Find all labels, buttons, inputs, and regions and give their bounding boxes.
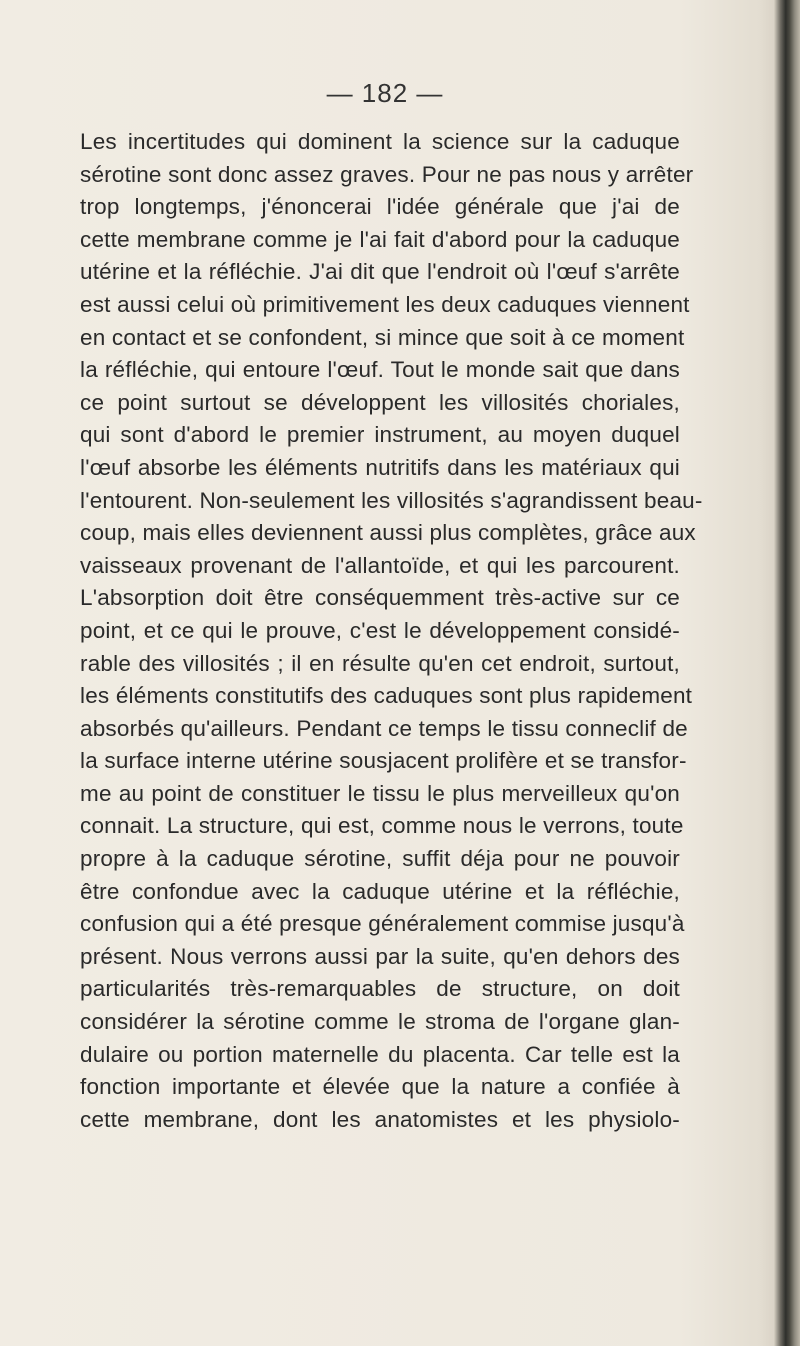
text-line: propre à la caduque sérotine, suffit déja pour ne pouvoir [80,846,680,872]
text-line: rable des villosités ; il en résulte qu'en cet endroit, surtout, [80,650,680,676]
text-line: vaisseaux provenant de l'allantoïde, et qui les parcourent. [80,552,680,578]
text-line: l'entourent. Non-seulement les villosités s'agrandissent beau- [80,487,703,513]
text-line: absorbés qu'ailleurs. Pendant ce temps le tissu conneclif de [80,715,688,741]
text-line: trop longtemps, j'énoncerai l'idée générale que j'ai de [80,194,680,220]
book-binding-edge [774,0,800,1346]
text-line: est aussi celui où primitivement les deux caduques viennent [80,291,690,317]
text-line: coup, mais elles deviennent aussi plus complètes, grâce aux [80,520,696,546]
text-line: l'œuf absorbe les éléments nutritifs dans les matériaux qui [80,454,680,480]
text-line: considérer la sérotine comme le stroma de l'organe glan- [80,1009,680,1035]
text-line: confusion qui a été presque généralement commise jusqu'à [80,911,685,937]
text-line: dulaire ou portion maternelle du placenta. Car telle est la [80,1041,680,1067]
text-line: L'absorption doit être conséquemment très-active sur ce [80,585,680,611]
text-line: fonction importante et élevée que la nature a confiée à [80,1074,680,1100]
text-line: Les incertitudes qui dominent la science sur la caduque [80,129,680,154]
text-line: être confondue avec la caduque utérine et la réfléchie, [80,878,680,904]
text-line: la réfléchie, qui entoure l'œuf. Tout le monde sait que dans [80,357,680,383]
text-line: la surface interne utérine sousjacent prolifère et se transfor- [80,748,687,774]
text-line: présent. Nous verrons aussi par la suite, qu'en dehors des [80,943,680,969]
text-line: sérotine sont donc assez graves. Pour ne pas nous y arrêter [80,161,694,187]
text-line: cette membrane comme je l'ai fait d'abord pour la caduque [80,226,680,252]
page-number-header: — 182 — [326,78,444,108]
text-line: particularités très-remarquables de structure, on doit [80,976,680,1002]
text-line: connait. La structure, qui est, comme nous le verrons, toute [80,813,684,839]
text-line: cette membrane, dont les anatomistes et les physiolo- [80,1106,680,1132]
text-line: qui sont d'abord le premier instrument, au moyen duquel [80,422,680,448]
text-line: ce point surtout se développent les villosités choriales, [80,389,680,415]
text-line: point, et ce qui le prouve, c'est le développement considé- [80,617,680,643]
body-paragraph [80,126,703,1136]
text-line: me au point de constituer le tissu le plus merveilleux qu'on [80,780,680,806]
text-line: en contact et se confondent, si mince que soit à ce moment [80,324,685,350]
text-line: utérine et la réfléchie. J'ai dit que l'endroit où l'œuf s'arrête [80,259,680,285]
text-line: les éléments constitutifs des caduques sont plus rapidement [80,683,693,709]
